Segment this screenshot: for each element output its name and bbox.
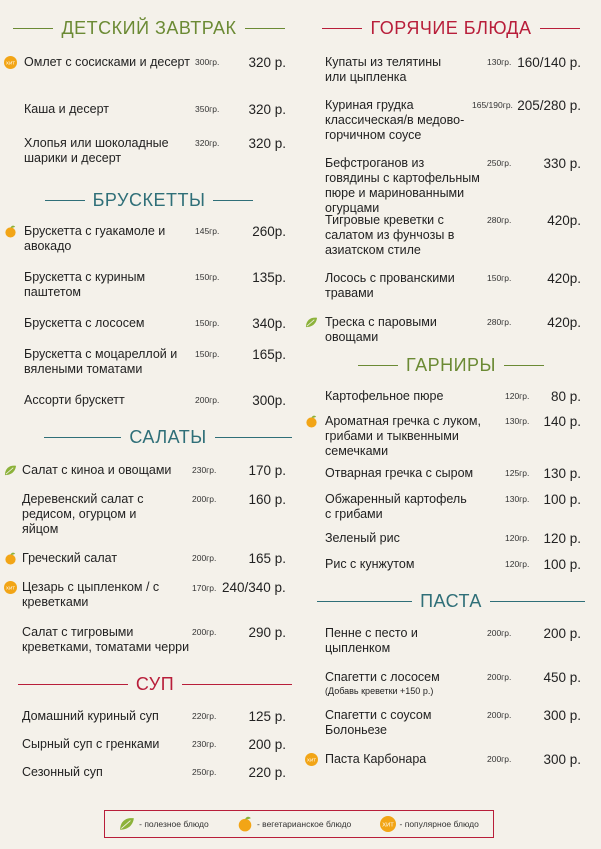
section-header-kids-breakfast [0,14,298,42]
dish-name: Лосось с прованскими травами [325,271,455,300]
dish-price: 130 р. [543,466,581,481]
dish-weight: 170гр. [192,583,217,593]
dish-name: Купаты из телятины или цыпленка [325,55,442,84]
dish-price: 420р. [547,315,581,330]
section-title: СУП [135,673,175,694]
dish-name: Рис с кунжутом [325,557,415,571]
divider [540,28,580,29]
divider [358,365,398,366]
dish-price: 165 р. [248,551,286,566]
dish-name: Отварная гречка с сыром [325,466,474,480]
divider [182,684,292,685]
dish-name: Каша и десерт [24,102,109,116]
dish-weight: 130гр. [505,494,530,504]
dish-name: Цезарь с цыпленком / с креветками [22,580,160,609]
svg-text:ХИТ: ХИТ [5,60,16,66]
dish-name: Бефстроганов из говядины с картофельным пюре и маринованными огурцами [325,156,480,215]
dish-weight: 200гр. [192,494,217,504]
dish-price: 125 р. [248,709,286,724]
dish-name: Тигровые креветки с салатом из фунчозы в азиатском стиле [325,213,455,257]
legend-popular-label: - популярное блюдо [399,819,479,829]
dish-weight: 125гр. [505,468,530,478]
legend-vegetarian-label: - вегетарианское блюдо [256,819,352,829]
dish-weight: 200гр. [487,672,512,682]
dish-price: 170 р. [248,463,286,478]
section-title: БРУСКЕТТЫ [92,189,206,210]
divider [245,28,285,29]
dish-weight: 130гр. [505,416,530,426]
dish-name: Сырный суп с гренками [22,737,160,751]
legend-healthy-label: - полезное блюдо [139,819,209,829]
dish-weight: 200гр. [195,395,220,405]
dish-price: 165р. [252,347,286,362]
dish-price: 220 р. [248,765,286,780]
legend-popular [380,816,479,832]
dish-weight: 200гр. [487,710,512,720]
dish-price: 200 р. [248,737,286,752]
dish-note: (Добавь креветки +150 р.) [325,686,434,696]
dish-weight: 200гр. [487,628,512,638]
dish-name: Греческий салат [22,551,118,565]
dish-price: 100 р. [543,557,581,572]
dish-name: Спагетти с соусом Болоньезе [325,708,432,737]
dish-name: Треска с паровыми овощами [325,315,437,344]
dish-price: 205/280 р. [517,98,581,113]
dish-weight: 165/190гр. [472,100,513,110]
healthy-leaf-icon [119,816,135,832]
dish-name: Хлопья или шоколадные шарики и десерт [24,136,169,165]
dish-price: 200 р. [543,626,581,641]
dish-weight: 280гр. [487,215,512,225]
dish-name: Омлет с сосисками и десерт [24,55,190,69]
vegetarian-icon [4,552,17,565]
dish-price: 160 р. [248,492,286,507]
dish-name: Зеленый рис [325,531,400,545]
dish-price: 320 р. [248,102,286,117]
dish-name: Куриная грудка классическая/в медово-горчичном соусе [325,98,465,142]
dish-weight: 150гр. [195,349,220,359]
dish-price: 450 р. [543,670,581,685]
dish-name: Салат с тигровыми креветками, томатами черри [22,625,190,654]
dish-weight: 280гр. [487,317,512,327]
section-title: ГОРЯЧИЕ БЛЮДА [370,17,532,38]
legend [104,810,494,838]
dish-weight: 230гр. [192,465,217,475]
dish-name: Брускетта с моцареллой и вялеными томатами [24,347,178,376]
divider [317,601,412,602]
dish-weight: 120гр. [505,391,530,401]
dish-weight: 150гр. [195,272,220,282]
legend-healthy [119,816,209,832]
dish-name: Картофельное пюре [325,389,444,403]
dish-price: 320 р. [248,55,286,70]
dish-name: Паста Карбонара [325,752,427,766]
dish-name: Брускетта с лососем [24,316,145,330]
dish-price: 420р. [547,271,581,286]
vegetarian-icon [4,225,17,238]
dish-price: 135р. [252,270,286,285]
dish-weight: 150гр. [487,273,512,283]
vegetarian-icon [305,415,318,428]
divider [45,200,85,201]
section-title: ГАРНИРЫ [406,354,496,375]
popular-badge-icon [4,581,17,594]
dish-name [325,670,495,697]
divider [213,200,253,201]
divider [215,437,292,438]
section-title: ПАСТА [420,590,482,611]
dish-price: 160/140 р. [517,55,581,70]
vegetarian-icon [237,816,253,832]
dish-weight: 250гр. [192,767,217,777]
dish-name: Брускетта с гуакамоле и авокадо [24,224,166,253]
dish-name: Салат с киноа и овощами [22,463,172,477]
dish-price: 120 р. [543,531,581,546]
dish-name: Сезонный суп [22,765,103,779]
dish-price: 300р. [252,393,286,408]
section-title: САЛАТЫ [129,426,207,447]
divider [44,437,121,438]
dish-name: Деревенский салат с редисом, огурцом и яйцом [22,492,144,536]
divider [13,28,53,29]
dish-price: 330 р. [543,156,581,171]
dish-weight: 120гр. [505,533,530,543]
dish-weight: 200гр. [192,627,217,637]
section-header-salads [0,423,298,451]
dish-name: Пенне с песто и цыпленком [325,626,418,655]
dish-weight: 145гр. [195,226,220,236]
popular-badge-icon [305,753,318,766]
dish-price: 300 р. [543,708,581,723]
divider [322,28,362,29]
dish-price: 420р. [547,213,581,228]
svg-text:ХИТ: ХИТ [306,757,317,763]
divider [504,365,544,366]
dish-weight: 220гр. [192,711,217,721]
dish-price: 240/340 р. [222,580,286,595]
divider [490,601,585,602]
dish-name: Ассорти брускетт [24,393,125,407]
legend-vegetarian [237,816,351,832]
dish-price: 80 р. [550,389,581,404]
dish-weight: 150гр. [195,318,220,328]
popular-badge-icon [4,56,17,69]
dish-weight: 120гр. [505,559,530,569]
dish-price: 100 р. [543,492,581,507]
divider [18,684,128,685]
dish-weight: 300гр. [195,57,220,67]
healthy-leaf-icon [4,464,17,477]
dish-price: 260р. [252,224,286,239]
dish-price: 320 р. [248,136,286,151]
dish-price: 300 р. [543,752,581,767]
section-header-pasta [301,587,601,615]
dish-name: Ароматная гречка с луком, грибами и тыквенными семечками [325,414,481,458]
dish-weight: 200гр. [487,754,512,764]
section-header-sides [301,351,601,379]
dish-price: 290 р. [248,625,286,640]
dish-weight: 200гр. [192,553,217,563]
section-header-bruschetta [0,186,298,214]
section-title: ДЕТСКИЙ ЗАВТРАК [61,17,237,38]
dish-name: Обжаренный картофель с грибами [325,492,467,521]
dish-weight: 250гр. [487,158,512,168]
healthy-leaf-icon [305,316,318,329]
svg-text:ХИТ: ХИТ [5,585,16,591]
dish-price: 140 р. [543,414,581,429]
svg-text:ХИТ: ХИТ [381,822,394,829]
dish-name: Брускетта с куриным паштетом [24,270,146,299]
dish-weight: 320гр. [195,138,220,148]
dish-price: 340р. [252,316,286,331]
popular-badge-icon [380,816,396,832]
dish-name-text: Спагетти с лососем [325,670,440,684]
section-header-soups [0,670,298,698]
section-header-hot-dishes [301,14,601,42]
dish-name: Домашний куриный суп [22,709,159,723]
dish-weight: 130гр. [487,57,512,67]
dish-weight: 230гр. [192,739,217,749]
dish-weight: 350гр. [195,104,220,114]
